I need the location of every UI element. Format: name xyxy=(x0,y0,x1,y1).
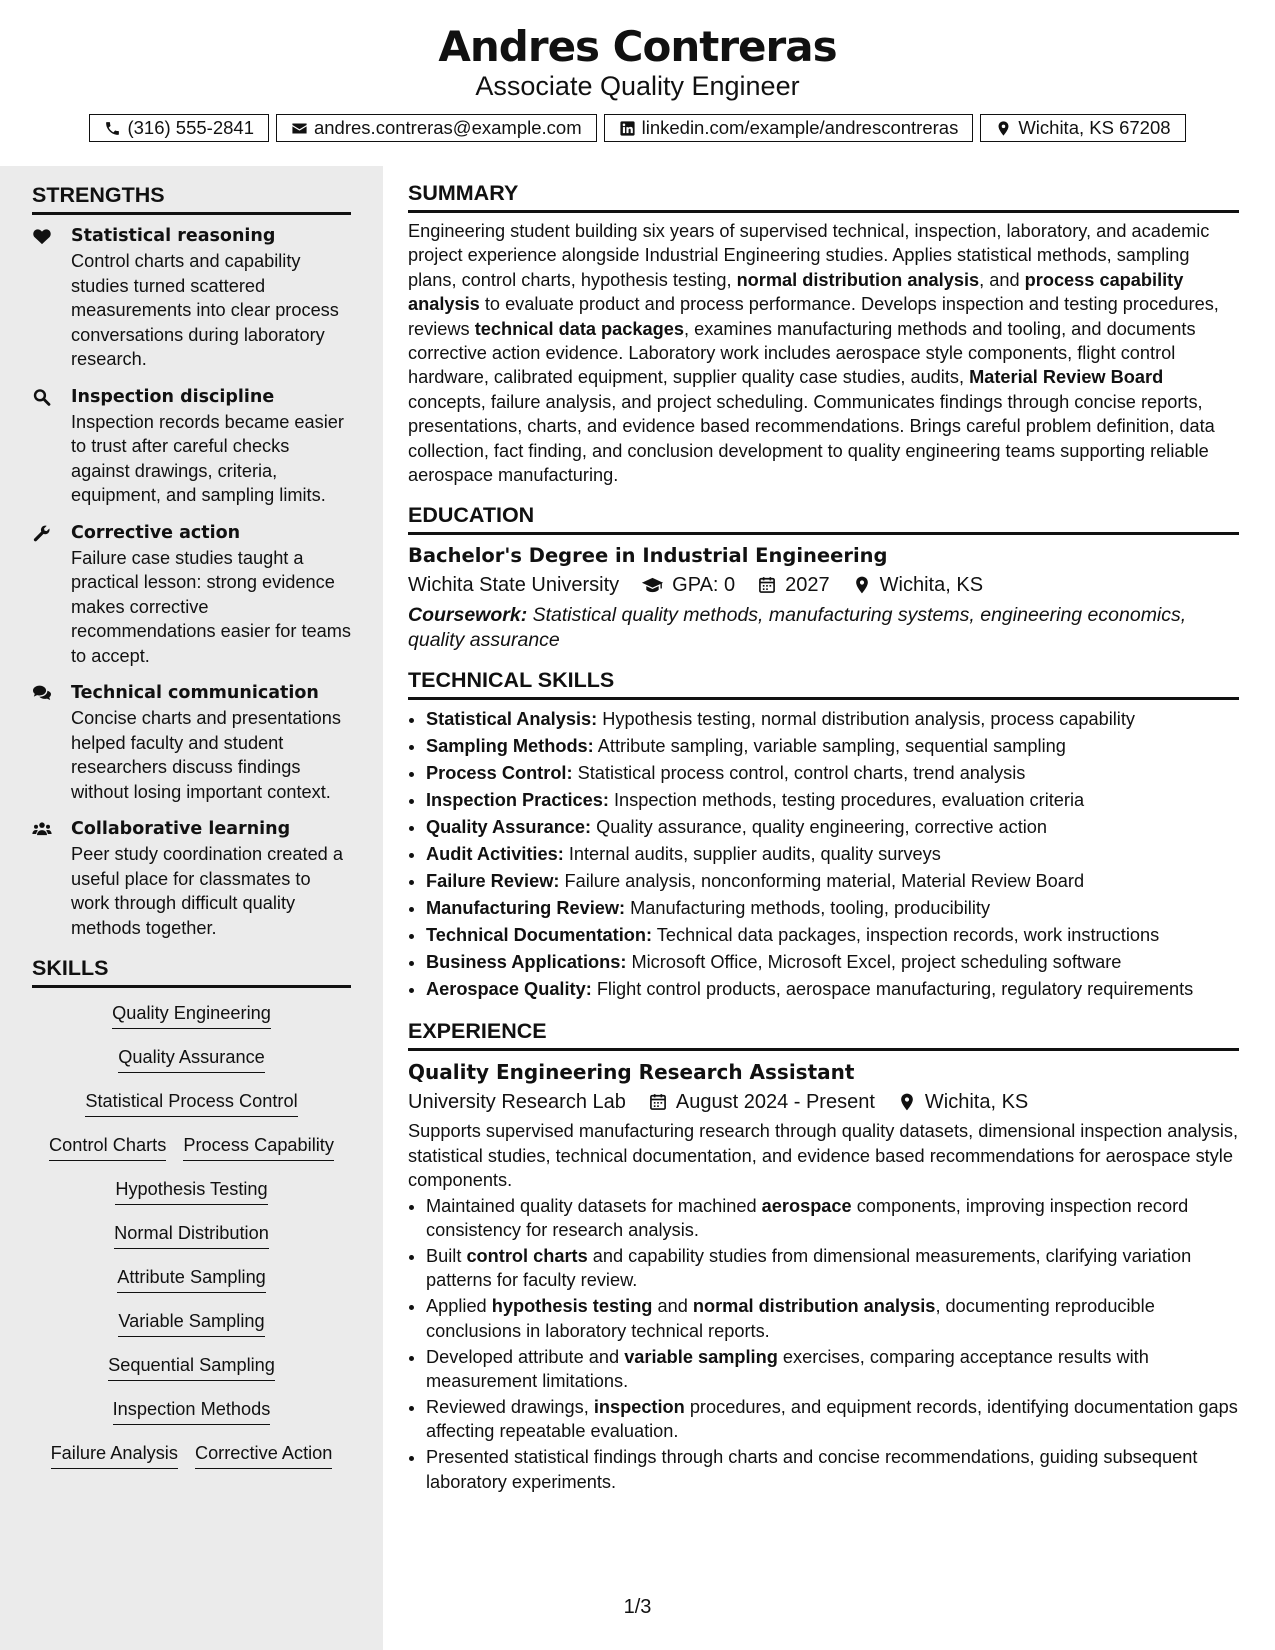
contact-phone xyxy=(89,114,269,142)
strength-title: Inspection discipline xyxy=(71,386,275,407)
organization: University Research Lab xyxy=(408,1091,626,1114)
technical-skill-item xyxy=(426,841,1239,868)
calendar-icon xyxy=(757,575,777,595)
skill-values: Statistical process control, control charts, trend analysis xyxy=(572,763,1026,784)
main-column xyxy=(408,181,1239,1496)
skill-values: Failure analysis, nonconforming material, Material Review Board xyxy=(559,871,1085,892)
strength-item xyxy=(32,816,351,940)
technical-skill-item xyxy=(426,733,1239,760)
skill-tag: Normal Distribution xyxy=(114,1222,269,1249)
comments-icon xyxy=(32,680,71,804)
email-text: andres.contreras@example.com xyxy=(313,117,582,138)
skill-line xyxy=(32,1398,351,1425)
job-bullet xyxy=(426,1294,1239,1343)
map-pin-icon xyxy=(995,120,1012,137)
skill-values: Quality assurance, quality engineering, corrective action xyxy=(591,817,1048,838)
skill-category: Process Control: xyxy=(426,763,573,784)
skill-line xyxy=(32,1222,351,1249)
technical-skill-item xyxy=(426,922,1239,949)
strength-desc: Concise charts and presentations helped faculty and student researchers discuss findings without losing important context. xyxy=(71,708,341,802)
skill-tag: Statistical Process Control xyxy=(85,1090,297,1117)
text-segment: Engineering student building six years of supervised technical, inspection, laboratory, and academic project experience alongside Industrial Engineering studies. Applies statistical methods, sampling plans, control charts, hypothesis testing, xyxy=(408,221,1210,290)
envelope-icon xyxy=(291,120,308,137)
skill-tag: Inspection Methods xyxy=(113,1398,271,1425)
job-title: Quality Engineering Research Assistant xyxy=(408,1060,855,1085)
contact-bar xyxy=(0,114,1275,142)
skill-category: Sampling Methods: xyxy=(426,736,594,757)
skill-values: Attribute sampling, variable sampling, sequential sampling xyxy=(593,736,1066,757)
bold-keyword: process capability analysis xyxy=(408,269,1184,315)
text-segment: , documenting reproducible conclusions in laboratory technical reports. xyxy=(426,1296,1155,1341)
skill-category: Failure Review: xyxy=(426,871,560,892)
text-segment: Maintained quality datasets for machined xyxy=(426,1195,762,1216)
summary-text xyxy=(408,219,1239,487)
technical-skill-item xyxy=(426,895,1239,922)
technical-skill-item xyxy=(426,814,1239,841)
skill-tags xyxy=(32,1002,351,1469)
degree-title: Bachelor's Degree in Industrial Engineering xyxy=(408,544,888,568)
skill-tag: Hypothesis Testing xyxy=(115,1178,267,1205)
contact-linkedin[interactable] xyxy=(604,114,974,142)
strength-item xyxy=(32,384,351,508)
coursework xyxy=(408,603,1239,652)
strength-desc: Failure case studies taught a practical lesson: strong evidence makes corrective recommendations easier for teams to accept. xyxy=(71,547,352,666)
technical-skill-item xyxy=(426,760,1239,787)
job-meta xyxy=(408,1087,1239,1117)
bold-keyword: aerospace xyxy=(761,1195,852,1216)
graduation-cap-icon xyxy=(641,575,664,595)
skill-values: Technical data packages, inspection records, work instructions xyxy=(652,925,1160,946)
heart-icon xyxy=(32,223,71,372)
job-location: Wichita, KS xyxy=(924,1091,1029,1114)
technical-skill-item xyxy=(426,787,1239,814)
skill-tag: Control Charts xyxy=(49,1134,166,1161)
wrench-icon xyxy=(32,520,71,669)
strength-desc: Control charts and capability studies turned scattered measurements into clear process conversations during laboratory research. xyxy=(71,251,339,369)
job-description: Supports supervised manufacturing research through quality datasets, dimensional inspection analysis, statistical studies, technical documentation, and evidence based recommendations for aerospace style components. xyxy=(408,1121,1239,1191)
skill-line xyxy=(32,1310,351,1337)
sidebar xyxy=(0,166,383,1650)
skill-line xyxy=(32,1090,351,1117)
skill-line xyxy=(32,1354,351,1381)
skill-tag: Sequential Sampling xyxy=(108,1354,275,1381)
bold-keyword: normal distribution analysis xyxy=(692,1296,936,1317)
experience-heading: EXPERIENCE xyxy=(408,1019,1239,1051)
magnifier-icon xyxy=(32,384,71,508)
skill-category: Inspection Practices: xyxy=(426,790,609,811)
technical-skills-list xyxy=(408,706,1239,1003)
strength-item xyxy=(32,680,351,804)
bold-keyword: Material Review Board xyxy=(969,367,1164,388)
bold-keyword: normal distribution analysis xyxy=(736,269,980,290)
strength-title: Corrective action xyxy=(71,522,241,543)
skill-tag: Variable Sampling xyxy=(118,1310,264,1337)
skill-line xyxy=(32,1002,351,1029)
graduation-year: 2027 xyxy=(785,574,830,597)
phone-icon xyxy=(104,120,121,137)
skill-values: Manufacturing methods, tooling, producibility xyxy=(625,898,991,919)
skills-heading: SKILLS xyxy=(32,956,351,988)
phone-text: (316) 555-2841 xyxy=(127,117,254,138)
skill-values: Internal audits, supplier audits, quality surveys xyxy=(563,844,941,865)
contact-email[interactable] xyxy=(276,114,597,142)
gpa: GPA: 0 xyxy=(672,574,736,597)
education-heading: EDUCATION xyxy=(408,503,1239,535)
candidate-name: Andres Contreras xyxy=(438,22,837,71)
text-segment: Reviewed drawings, xyxy=(426,1396,594,1417)
users-icon xyxy=(32,816,71,940)
job-bullet xyxy=(426,1345,1239,1394)
skill-tag: Failure Analysis xyxy=(51,1442,178,1469)
strength-desc: Peer study coordination created a useful place for classmates to work through difficult quality methods together. xyxy=(71,844,343,938)
skill-category: Statistical Analysis: xyxy=(426,709,598,730)
technical-skill-item xyxy=(426,868,1239,895)
skill-tag: Attribute Sampling xyxy=(117,1266,266,1293)
skill-line xyxy=(32,1046,351,1073)
job-dates: August 2024 - Present xyxy=(675,1091,875,1114)
job-bullet xyxy=(426,1194,1239,1243)
skill-line xyxy=(32,1178,351,1205)
skill-tag: Process Capability xyxy=(183,1134,334,1161)
text-segment: Developed attribute and xyxy=(426,1346,625,1367)
text-segment: to evaluate product and process performance. Develops inspection and testing procedures, reviews xyxy=(408,294,1219,339)
coursework-label: Coursework: xyxy=(408,604,528,627)
text-segment: and xyxy=(652,1296,693,1317)
text-segment: , examines manufacturing methods and tooling, and documents corrective action evidence. Laboratory work includes aerospace style components, flight control hardware, calibrated equipment, supplier quality case studies, audits, xyxy=(408,318,1196,388)
page-number: 1/3 xyxy=(623,1596,652,1618)
school-name: Wichita State University xyxy=(408,574,620,597)
education-meta xyxy=(408,570,1239,600)
map-pin-icon xyxy=(852,575,872,595)
skill-category: Technical Documentation: xyxy=(426,925,653,946)
skill-tag: Quality Engineering xyxy=(112,1002,271,1029)
coursework-list: Statistical quality methods, manufacturing systems, engineering economics, quality assurance xyxy=(408,604,1187,651)
text-segment: Built xyxy=(426,1246,467,1266)
skill-category: Manufacturing Review: xyxy=(426,898,626,919)
skill-values: Microsoft Office, Microsoft Excel, project scheduling software xyxy=(626,952,1122,973)
strength-title: Collaborative learning xyxy=(71,819,291,839)
skill-line xyxy=(32,1134,351,1161)
contact-location xyxy=(980,114,1185,142)
job-bullet xyxy=(426,1445,1239,1494)
bold-keyword: variable sampling xyxy=(624,1346,778,1367)
location-text: Wichita, KS 67208 xyxy=(1018,117,1171,138)
job-bullets xyxy=(408,1194,1239,1494)
calendar-icon xyxy=(648,1092,668,1112)
skill-tag: Corrective Action xyxy=(195,1442,332,1469)
skill-values: Inspection methods, testing procedures, evaluation criteria xyxy=(608,790,1085,811)
map-pin-icon xyxy=(897,1092,917,1112)
bold-keyword: technical data packages xyxy=(474,318,684,339)
job-bullet xyxy=(426,1244,1239,1293)
text-segment: and capability studies from dimensional measurements, clarifying variation patterns for faculty review. xyxy=(426,1246,1192,1291)
text-segment: procedures, and equipment records, identifying documentation gaps affecting repeatable evaluation. xyxy=(426,1396,1238,1442)
skill-values: Hypothesis testing, normal distribution analysis, process capability xyxy=(597,709,1135,730)
skill-category: Audit Activities: xyxy=(426,844,564,865)
skill-category: Aerospace Quality: xyxy=(426,979,592,1000)
summary-heading: SUMMARY xyxy=(408,181,1239,213)
strength-item xyxy=(32,223,351,372)
text-segment: Presented statistical findings through charts and concise recommendations, guiding subsequent laboratory experiments. xyxy=(426,1447,1198,1492)
linkedin-icon xyxy=(619,120,636,137)
job-bullet xyxy=(426,1395,1239,1444)
text-segment: components, improving inspection record consistency for research analysis. xyxy=(426,1195,1189,1241)
bold-keyword: control charts xyxy=(466,1246,588,1266)
skill-category: Business Applications: xyxy=(426,952,627,973)
strength-title: Technical communication xyxy=(71,683,319,703)
skill-line xyxy=(32,1266,351,1293)
skill-category: Quality Assurance: xyxy=(426,817,592,838)
technical-skill-item xyxy=(426,706,1239,733)
technical-skills-heading: TECHNICAL SKILLS xyxy=(408,668,1239,700)
strength-desc: Inspection records became easier to trust after careful checks against drawings, criteria, equipment, and sampling limits. xyxy=(71,411,344,505)
strength-item xyxy=(32,520,351,669)
text-segment: , and xyxy=(979,269,1025,290)
bold-keyword: hypothesis testing xyxy=(491,1296,653,1317)
school-location: Wichita, KS xyxy=(879,574,984,597)
bold-keyword: inspection xyxy=(593,1396,685,1417)
job-role: Associate Quality Engineer xyxy=(475,71,800,101)
strength-title: Statistical reasoning xyxy=(71,226,276,246)
skill-values: Flight control products, aerospace manufacturing, regulatory requirements xyxy=(591,979,1194,1000)
technical-skill-item xyxy=(426,949,1239,976)
strengths-heading: STRENGTHS xyxy=(32,183,351,215)
linkedin-text: linkedin.com/example/andrescontreras xyxy=(641,117,959,138)
text-segment: Applied xyxy=(426,1296,492,1317)
technical-skill-item xyxy=(426,976,1239,1003)
skill-tag: Quality Assurance xyxy=(118,1046,265,1073)
skill-line xyxy=(32,1442,351,1469)
text-segment: concepts, failure analysis, and project scheduling. Communicates findings through concise reports, presentations, charts, and evidence based recommendations. Brings careful problem definition, data collection, fact finding, and conclusion development to quality engineering teams supporting reliable aerospace manufacturing. xyxy=(408,391,1215,486)
text-segment: exercises, comparing acceptance results with measurement limitations. xyxy=(426,1346,1149,1392)
